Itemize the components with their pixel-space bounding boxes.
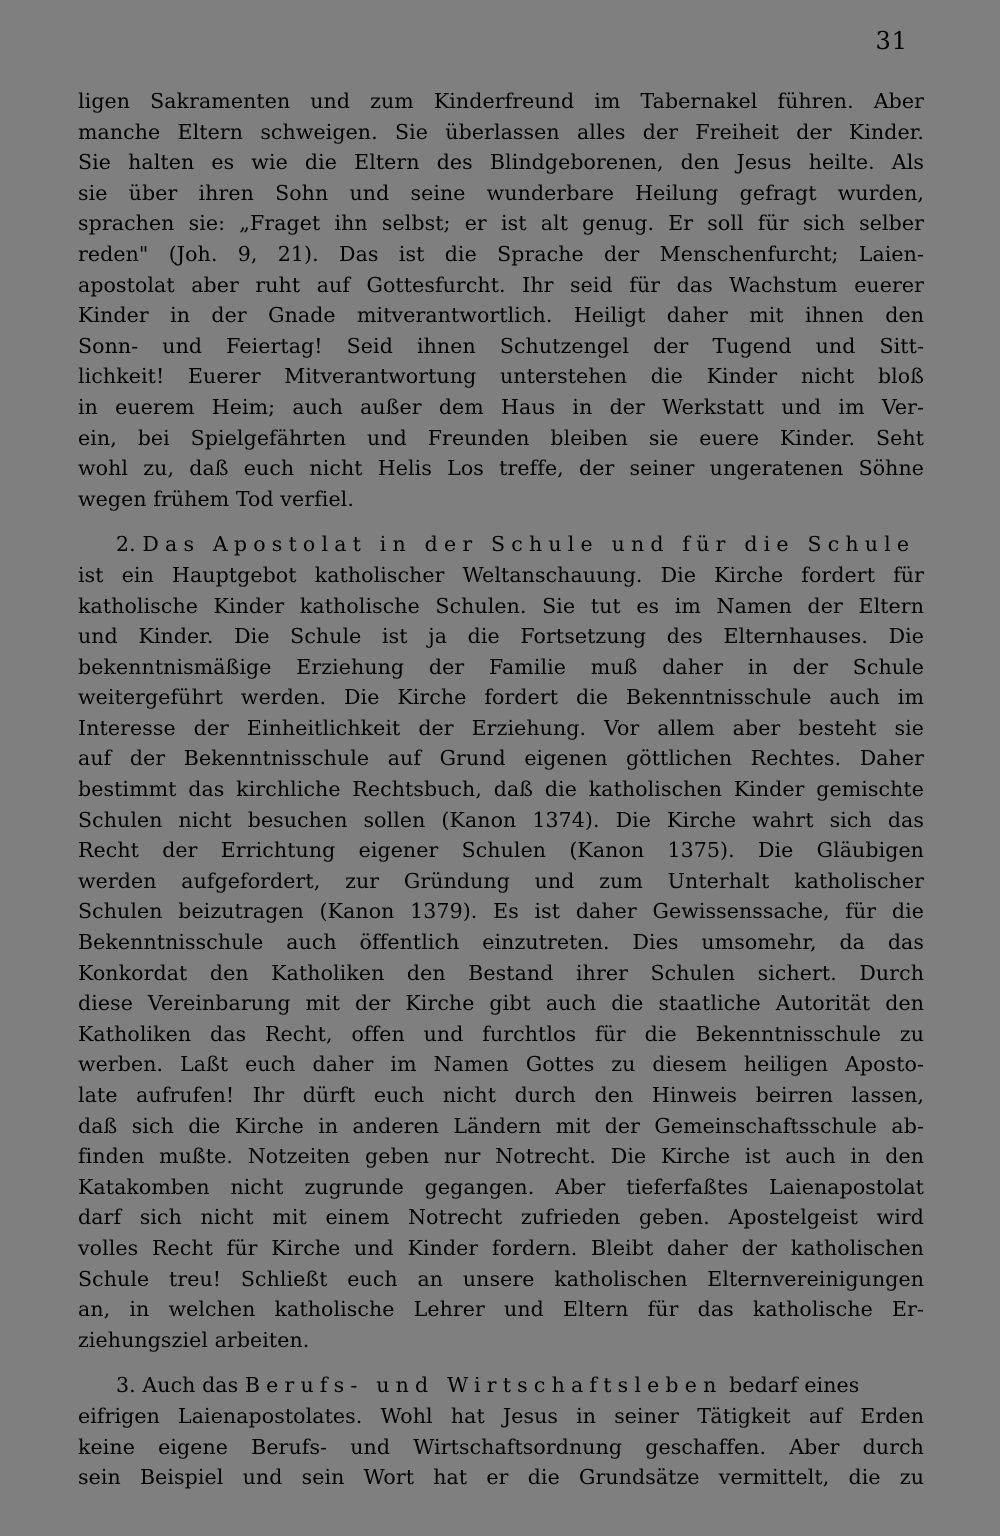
paragraph-number: 3. Auch das (116, 1373, 245, 1398)
text-line: und Kinder. Die Schule ist ja die Fortsetzung des Elternhauses. Die (78, 624, 924, 649)
paragraph-heading-line (78, 1370, 924, 1401)
text-line: eifrigen Laienapostolates. Wohl hat Jesus in seiner Tätigkeit auf Erden (78, 1403, 924, 1428)
text-line: werden aufgefordert, zur Gründung und zum Unterhalt katholischer (78, 868, 924, 893)
text-line: Sie halten es wie die Eltern des Blindgeborenen, den Jesus heilte. Als (78, 150, 924, 175)
text-line: Recht der Errichtung eigener Schulen (Kanon 1375). Die Gläubigen (78, 838, 924, 863)
text-line: Schulen nicht besuchen sollen (Kanon 1374). Die Kirche wahrt sich das (78, 807, 924, 832)
text-line: Sonn- und Feiertag! Seid ihnen Schutzengel der Tugend und Sitt- (78, 333, 924, 358)
text-line: Schulen beizutragen (Kanon 1379). Es ist daher Gewissenssache, für die (78, 899, 924, 924)
text-line: late aufrufen! Ihr dürft euch nicht durch den Hinweis beirren lassen, (78, 1083, 924, 1107)
text-line: weitergeführt werden. Die Kirche fordert die Bekenntnisschule auch im (78, 685, 924, 710)
text-line: ziehungsziel arbeiten. (78, 1327, 310, 1352)
text-line: sie über ihren Sohn und seine wunderbare Heilung gefragt wurden, (78, 180, 924, 205)
paragraph-number: 2. (116, 532, 143, 557)
text-line: an, in welchen katholische Lehrer und Eltern für das katholische Er- (78, 1297, 924, 1322)
page-number: 31 (875, 27, 908, 55)
text-line: Kinder in der Gnade mitverantwortlich. Heiligt daher mit ihnen den (78, 303, 924, 328)
text-line: in euerem Heim; auch außer dem Haus in der Werkstatt und im Ver- (78, 394, 924, 419)
text-line: lichkeit! Euerer Mitverantwortung unterstehen die Kinder nicht bloß (78, 364, 924, 389)
text-line: sein Beispiel und sein Wort hat er die Grundsätze vermittelt, die zu (78, 1465, 924, 1490)
text-line: ein, bei Spielgefährten und Freunden bleiben sie euere Kinder. Seht (78, 425, 924, 450)
text-line: sprachen sie: „Fraget ihn selbst; er ist alt genug. Er soll für sich selber (78, 211, 924, 236)
text-line: diese Vereinbarung mit der Kirche gibt auch die staatliche Autorität den (78, 991, 924, 1016)
page-body (78, 86, 924, 1493)
text-line: Katakomben nicht zugrunde gegangen. Aber tieferfaßtes Laienapostolat (78, 1174, 924, 1199)
paragraph-heading-line (78, 529, 924, 560)
text-line: manche Eltern schweigen. Sie überlassen alles der Freiheit der Kinder. (78, 119, 924, 144)
text-line: Katholiken das Recht, offen und furchtlos für die Bekenntnisschule zu (78, 1021, 924, 1046)
paragraph-heading-tail: bedarf eines (722, 1373, 860, 1398)
text-line: volles Recht für Kirche und Kinder fordern. Bleibt daher der katholischen (78, 1235, 924, 1260)
text-line: wegen frühem Tod verfiel. (78, 486, 354, 511)
text-line: daß sich die Kirche in anderen Ländern mit der Gemeinschaftsschule ab- (78, 1113, 924, 1138)
text-line: apostolat aber ruht auf Gottesfurcht. Ihr seid für das Wachstum euerer (78, 272, 924, 297)
text-line: ligen Sakramenten und zum Kinderfreund im Tabernakel führen. Aber (78, 89, 924, 113)
paragraph-3 (78, 1370, 924, 1492)
text-line: darf sich nicht mit einem Notrecht zufrieden geben. Apostelgeist wird (78, 1205, 924, 1230)
text-line: Bekenntnisschule auch öffentlich einzutreten. Dies umsomehr, da das (78, 930, 924, 955)
text-line: Konkordat den Katholiken den Bestand ihrer Schulen sichert. Durch (78, 960, 924, 985)
spaced-emphasis: Das Apostolat in der Schule und für die Schule (142, 532, 916, 557)
paragraph-1 (78, 86, 924, 514)
text-line: ist ein Hauptgebot katholischer Weltanschauung. Die Kirche fordert für (78, 562, 924, 587)
text-line: keine eigene Berufs- und Wirtschaftsordnung geschaffen. Aber durch (78, 1434, 924, 1459)
text-line: wohl zu, daß euch nicht Helis Los treffe, der seiner ungeratenen Söhne (78, 456, 924, 481)
text-line: bestimmt das kirchliche Rechtsbuch, daß die katholischen Kinder gemischte (78, 777, 924, 802)
text-line: werben. Laßt euch daher im Namen Gottes zu diesem heiligen Aposto- (78, 1052, 924, 1077)
text-line: auf der Bekenntnisschule auf Grund eigenen göttlichen Rechtes. Daher (78, 746, 924, 771)
text-line: Interesse der Einheitlichkeit der Erziehung. Vor allem aber besteht sie (78, 715, 924, 740)
paragraph-2 (78, 529, 924, 1355)
text-line: Schule treu! Schließt euch an unsere katholischen Elternvereinigungen (78, 1266, 924, 1291)
text-line: katholische Kinder katholische Schulen. Sie tut es im Namen der Eltern (78, 593, 924, 618)
text-line: reden" (Joh. 9, 21). Das ist die Sprache der Menschenfurcht; Laien- (78, 241, 924, 266)
text-line: finden mußte. Notzeiten geben nur Notrecht. Die Kirche ist auch in den (78, 1144, 924, 1169)
text-line: bekenntnismäßige Erziehung der Familie muß daher in der Schule (78, 654, 924, 679)
spaced-emphasis: Berufs- und Wirtschaftsleben (244, 1373, 723, 1398)
